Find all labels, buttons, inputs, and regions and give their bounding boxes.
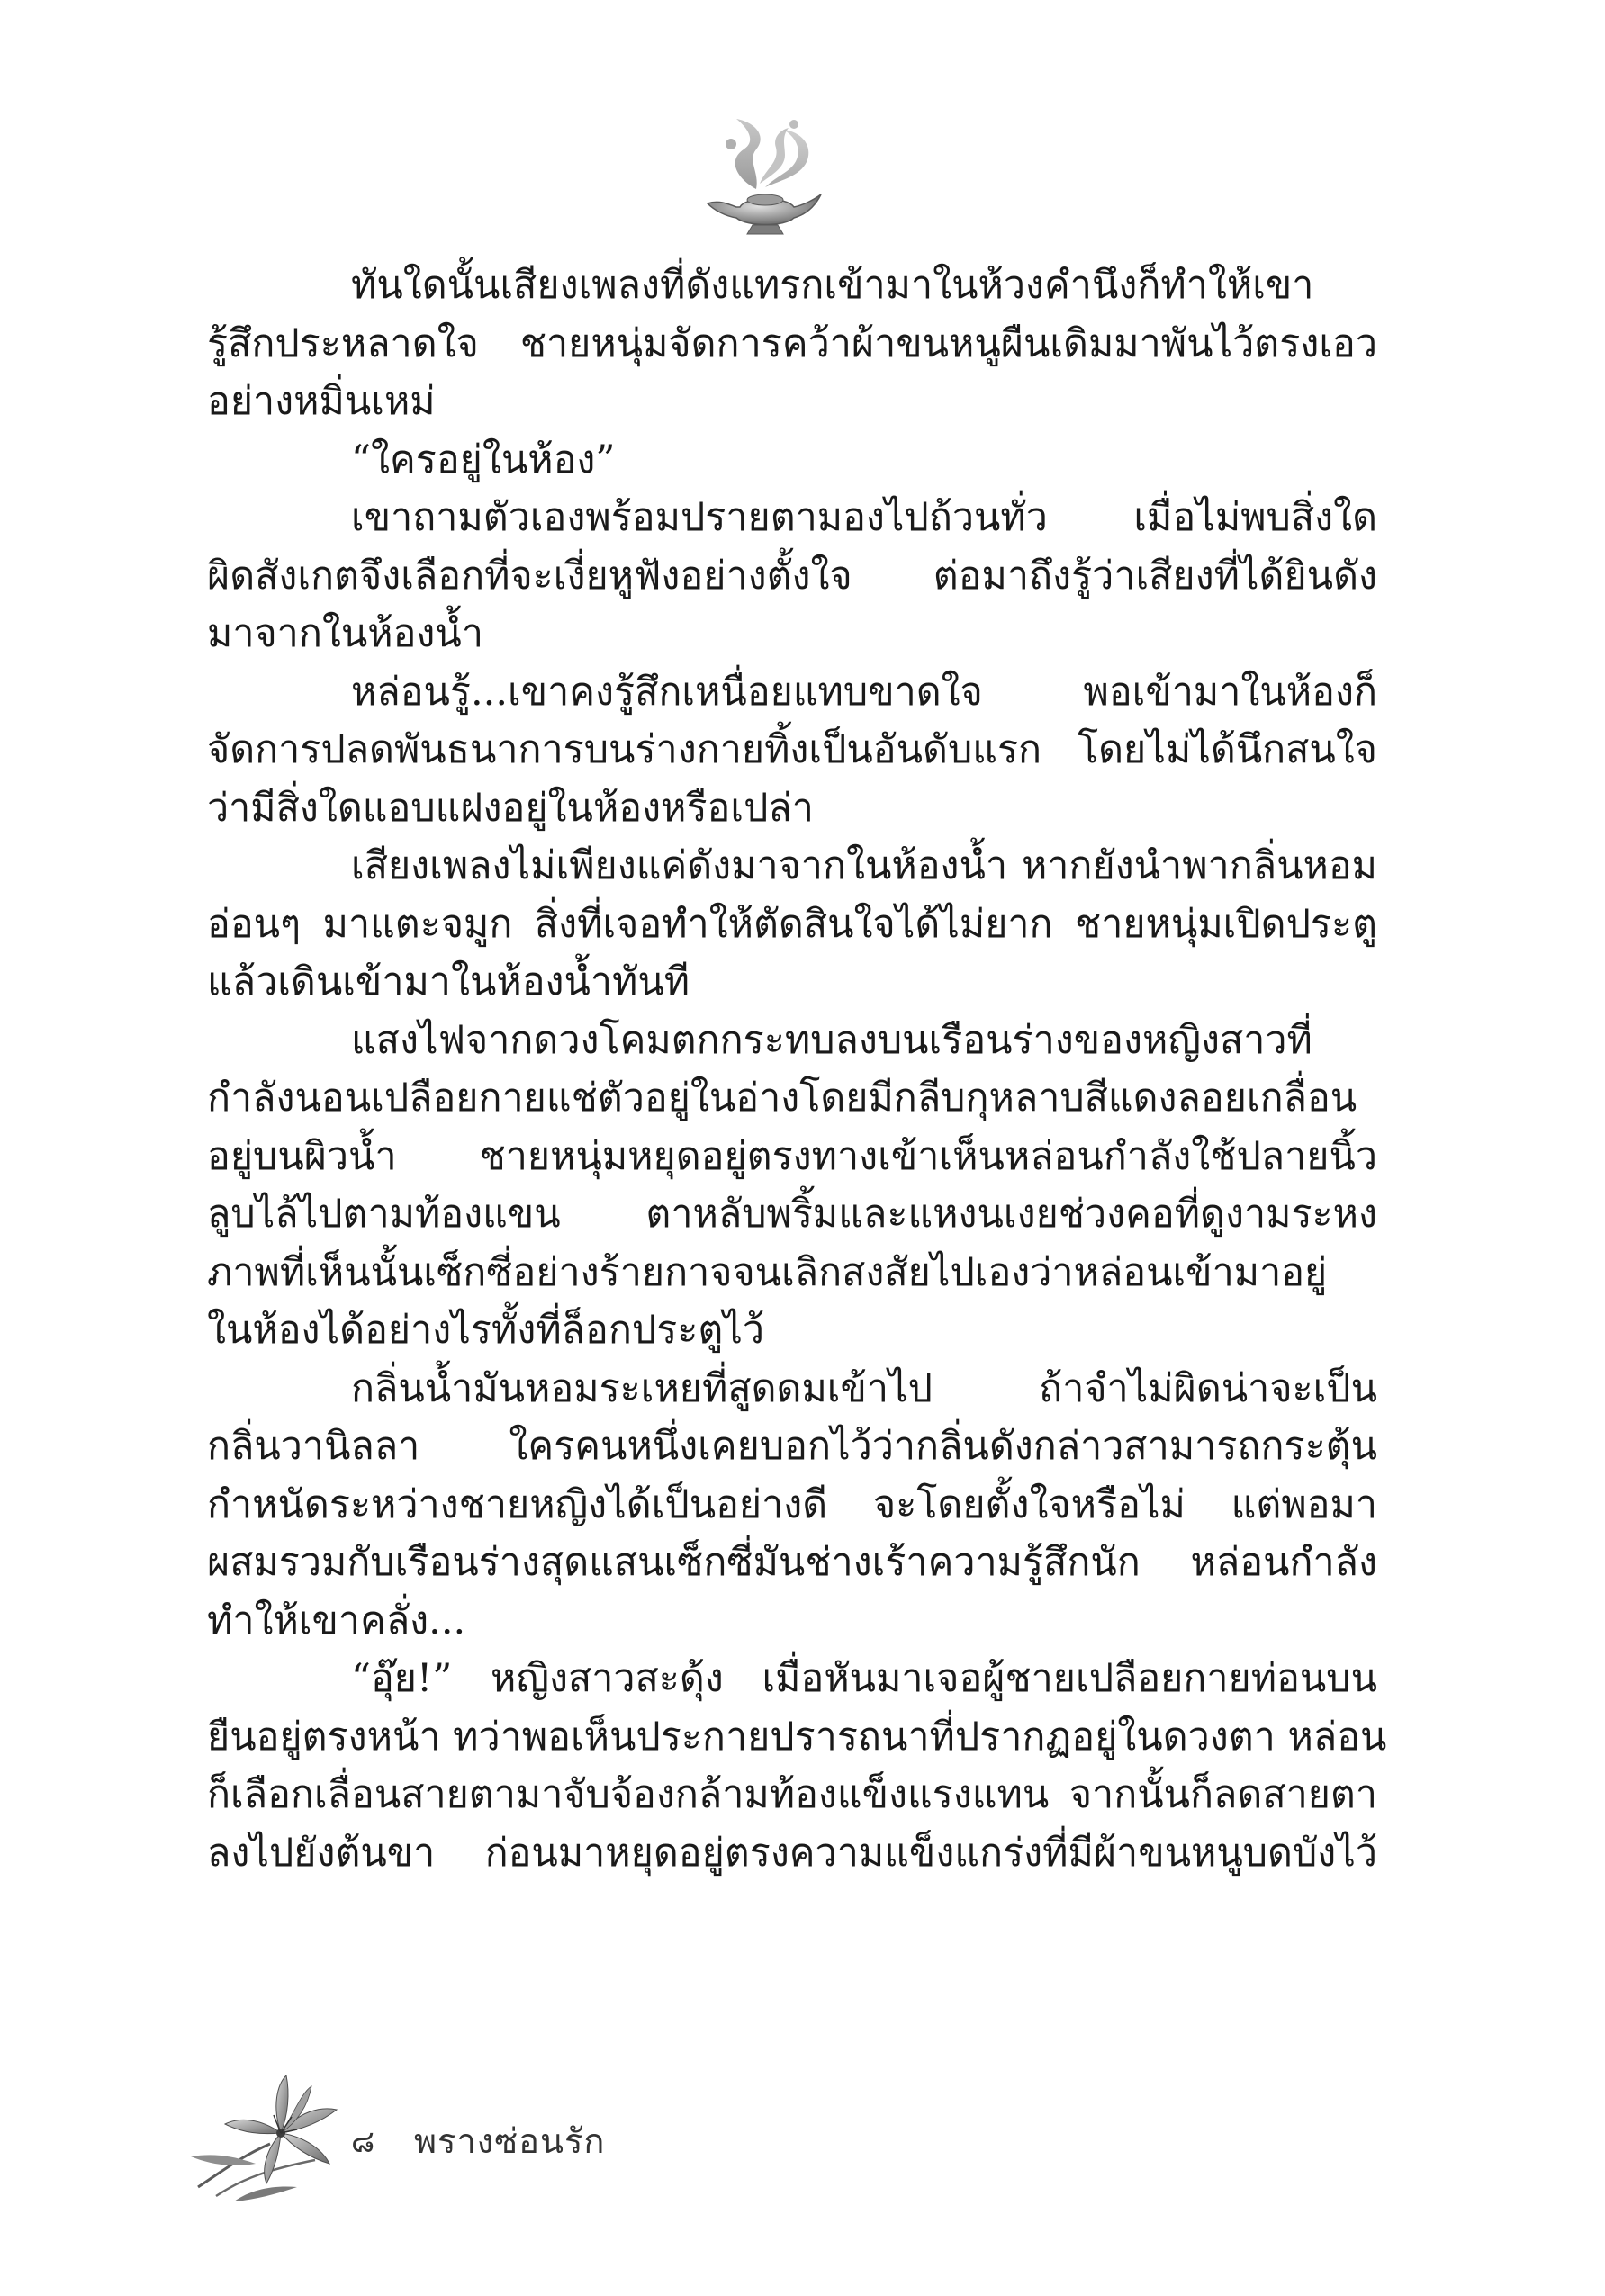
- paragraph: [207, 257, 1377, 431]
- paragraph: [207, 489, 1377, 663]
- paragraph: [207, 663, 1377, 838]
- text-line: มาจากในห้องน้ำ: [207, 611, 483, 656]
- paragraph: [207, 837, 1377, 1012]
- book-title: พรางซ่อนรัก: [414, 2121, 606, 2161]
- text-line: แล้วเดินเข้ามาในห้องน้ำทันที: [207, 959, 690, 1004]
- text-line: “อุ๊ย!” หญิงสาวสะดุ้ง เมื่อหันมาเจอผู้ชายเปลือยกายท่อนบน: [351, 1656, 1377, 1701]
- paragraph: [207, 1012, 1377, 1360]
- text-line: เขาถามตัวเองพร้อมปรายตามองไปถ้วนทั่ว เมื่อไม่พบสิ่งใด: [351, 495, 1377, 540]
- magic-lamp-icon: [700, 106, 826, 241]
- text-line: ภาพที่เห็นนั้นเซ็กซี่อย่างร้ายกาจจนเลิกสงสัยไปเองว่าหล่อนเข้ามาอยู่: [207, 1249, 1328, 1295]
- page-footer: [180, 2070, 810, 2205]
- text-line: กลิ่นน้ำมันหอมระเหยที่สูดดมเข้าไป ถ้าจำไม่ผิดน่าจะเป็น: [351, 1365, 1377, 1411]
- lily-flower-icon: [180, 2070, 369, 2205]
- text-line: อ่อนๆ มาแตะจมูก สิ่งที่เจอทำให้ตัดสินใจได้ไม่ยาก ชายหนุ่มเปิดประตู: [207, 901, 1377, 947]
- text-line: แสงไฟจากดวงโคมตกกระทบลงบนเรือนร่างของหญิงสาวที่: [351, 1017, 1312, 1063]
- page-number: ๘: [351, 2124, 375, 2160]
- text-line: อย่างหมิ่นเหม่: [207, 379, 436, 424]
- text-line: ก็เลือกเลื่อนสายตามาจับจ้องกล้ามท้องแข็งแรงแทน จากนั้นก็ลดสายตา: [207, 1772, 1377, 1817]
- text-line: อยู่บนผิวน้ำ ชายหนุ่มหยุดอยู่ตรงทางเข้าเห็นหล่อนกำลังใช้ปลายนิ้ว: [207, 1133, 1377, 1179]
- paragraph: [207, 1360, 1377, 1651]
- paragraph: [207, 1650, 1387, 1882]
- text-line: กลิ่นวานิลลา ใครคนหนึ่งเคยบอกไว้ว่ากลิ่นดังกล่าวสามารถกระตุ้น: [207, 1424, 1377, 1469]
- text-line: ทันใดนั้นเสียงเพลงที่ดังแทรกเข้ามาในห้วงคำนึงก็ทำให้เขา: [351, 263, 1314, 308]
- text-line: ลงไปยังต้นขา ก่อนมาหยุดอยู่ตรงความแข็งแกร่งที่มีผ้าขนหนูบดบังไว้: [207, 1830, 1377, 1876]
- text-line: จัดการปลดพันธนาการบนร่างกายทิ้งเป็นอันดับแรก โดยไม่ได้นึกสนใจ: [207, 727, 1377, 772]
- text-line: ลูบไล้ไปตามท้องแขน ตาหลับพริ้มและแหงนเงยช่วงคอที่ดูงามระหง: [207, 1192, 1377, 1237]
- text-line: “ใครอยู่ในห้อง”: [351, 437, 616, 482]
- text-line: กำหนัดระหว่างชายหญิงได้เป็นอย่างดี จะโดยตั้งใจหรือไม่ แต่พอมา: [207, 1481, 1377, 1527]
- text-line: ว่ามีสิ่งใดแอบแฝงอยู่ในห้องหรือเปล่า: [207, 785, 814, 831]
- text-line: ทำให้เขาคลั่ง...: [207, 1598, 466, 1643]
- text-line: กำลังนอนเปลือยกายแช่ตัวอยู่ในอ่างโดยมีกลีบกุหลาบสีแดงลอยเกลื่อน: [207, 1076, 1357, 1121]
- text-line: ยืนอยู่ตรงหน้า ทว่าพอเห็นประกายปรารถนาที่ปรากฏอยู่ในดวงตา หล่อน: [207, 1714, 1387, 1760]
- text-line: ผสมรวมกับเรือนร่างสุดแสนเซ็กซี่มันช่างเร้าความรู้สึกนัก หล่อนกำลัง: [207, 1540, 1377, 1585]
- text-line: เสียงเพลงไม่เพียงแค่ดังมาจากในห้องน้ำ หากยังนำพากลิ่นหอม: [351, 843, 1377, 888]
- paragraph-dialogue: [207, 431, 1377, 490]
- body-text: [207, 257, 1387, 1882]
- text-line: ผิดสังเกตจึงเลือกที่จะเงี่ยหูฟังอย่างตั้งใจ ต่อมาถึงรู้ว่าเสียงที่ได้ยินดัง: [207, 553, 1377, 599]
- text-line: รู้สึกประหลาดใจ ชายหนุ่มจัดการคว้าผ้าขนหนูผืนเดิมมาพันไว้ตรงเอว: [207, 320, 1377, 366]
- text-line: หล่อนรู้...เขาคงรู้สึกเหนื่อยแทบขาดใจ พอเข้ามาในห้องก็: [351, 669, 1377, 715]
- text-line: ในห้องได้อย่างไรทั้งที่ล็อกประตูไว้: [207, 1308, 765, 1353]
